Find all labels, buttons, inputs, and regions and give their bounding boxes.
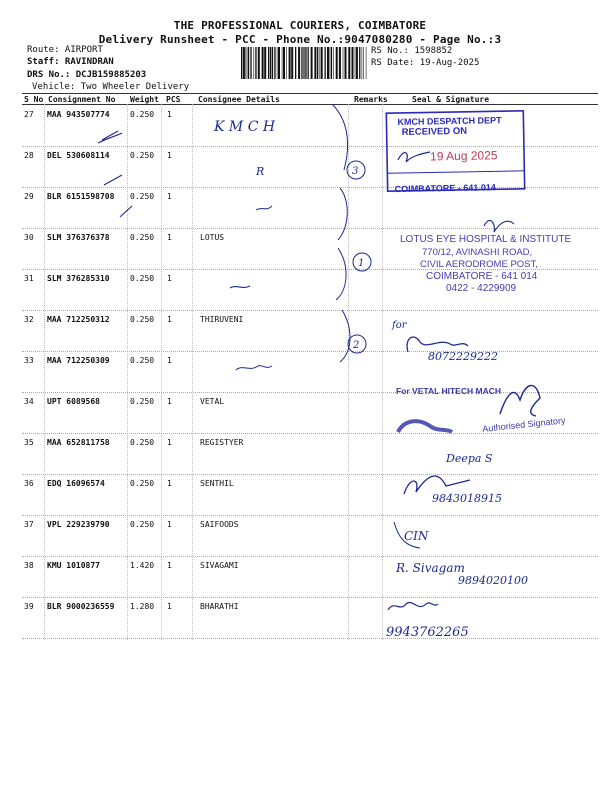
rs-date: RS Date: 19-Aug-2025	[371, 58, 480, 68]
signature-stroke	[484, 220, 514, 232]
handwritten-mark: R	[256, 165, 265, 178]
cell-consignment: DEL 530608114	[47, 151, 110, 160]
handwritten-note: CIN	[404, 529, 429, 543]
handwritten-mark	[230, 286, 250, 288]
handwritten-phone: 9943762265	[386, 625, 469, 640]
cell-pcs: 1	[167, 561, 172, 570]
cell-weight: 1.420	[130, 561, 155, 570]
cell-sno: 28	[24, 151, 34, 160]
runsheet-subtitle: Delivery Runsheet - PCC - Phone No.:9047080280 - Page No.:3	[98, 33, 502, 46]
col-header-sno: S No	[24, 95, 44, 104]
route-label: Route: AIRPORT	[27, 45, 103, 55]
cell-consignment: MAA 712250312	[47, 315, 110, 324]
cell-sno: 27	[24, 110, 34, 119]
handwritten-phone: 9843018915	[432, 492, 502, 505]
rs-number: RS No.: 1598852	[371, 46, 453, 56]
signature-stroke	[500, 385, 540, 416]
cell-sno: 32	[24, 315, 34, 324]
vehicle-label: Vehicle: Two Wheeler Delivery	[32, 82, 190, 92]
lotus-address-1: 770/12, AVINASHI ROAD,	[422, 247, 533, 258]
cell-consignment: BLR 6151598708	[47, 192, 115, 201]
cell-consignment: MAA 712250309	[47, 356, 110, 365]
cell-consignment: SLM 376285310	[47, 274, 110, 283]
cell-consignee: SIVAGAMI	[200, 561, 239, 570]
handwritten-mark	[236, 366, 272, 370]
cell-weight: 0.250	[130, 233, 155, 242]
handwritten-phone: 8072229222	[428, 350, 498, 363]
cell-pcs: 1	[167, 192, 172, 201]
col-header-signature: Seal & Signature	[412, 95, 490, 104]
cell-sno: 39	[24, 602, 34, 611]
cell-consignment: MAA 943507774	[47, 110, 110, 119]
cell-consignee: REGISTYER	[200, 438, 244, 447]
lotus-name: LOTUS EYE HOSPITAL & INSTITUTE	[400, 234, 572, 245]
tick-mark	[104, 175, 132, 217]
bracket-stroke	[340, 310, 350, 362]
lotus-address-2: CIVIL AERODROME POST,	[420, 259, 538, 270]
cell-consignee: VETAL	[200, 397, 225, 406]
cell-pcs: 1	[167, 438, 172, 447]
cell-pcs: 1	[167, 479, 172, 488]
staff-label: Staff: RAVINDRAN	[27, 57, 114, 67]
remark-number: 1	[358, 258, 365, 269]
col-header-consignment: Consignment No	[48, 95, 116, 104]
cell-sno: 36	[24, 479, 34, 488]
cell-weight: 0.250	[130, 438, 155, 447]
cell-consignee: SAIFOODS	[200, 520, 239, 529]
cell-consignment: UPT 6089568	[47, 397, 100, 406]
cell-consignment: SLM 376376378	[47, 233, 110, 242]
cell-weight: 0.250	[130, 520, 155, 529]
cell-pcs: 1	[167, 397, 172, 406]
handwritten-for: for	[392, 320, 407, 331]
cell-consignment: MAA 652811758	[47, 438, 110, 447]
cell-weight: 0.250	[130, 356, 155, 365]
remark-number: 3	[352, 166, 359, 177]
bracket-stroke	[332, 104, 348, 170]
cell-weight: 0.250	[130, 151, 155, 160]
cell-sno: 29	[24, 192, 34, 201]
handwriting-kmch: K M C H	[214, 119, 276, 135]
cell-sno: 35	[24, 438, 34, 447]
lotus-eye-hospital-stamp	[400, 234, 571, 294]
col-header-weight: Weight	[130, 95, 159, 104]
lotus-city: COIMBATORE - 641 014	[426, 271, 538, 282]
tick-mark	[98, 131, 122, 143]
signature-stroke	[388, 602, 438, 610]
handwritten-mark	[256, 206, 272, 210]
cell-weight: 0.250	[130, 397, 155, 406]
cell-weight: 0.250	[130, 274, 155, 283]
cell-pcs: 1	[167, 602, 172, 611]
remark-number: 2	[353, 340, 360, 351]
cell-weight: 1.280	[130, 602, 155, 611]
cell-pcs: 1	[167, 520, 172, 529]
stamp-date: 19 Aug 2025	[429, 148, 498, 164]
cell-weight: 0.250	[130, 315, 155, 324]
kmch-received-stamp	[386, 111, 524, 194]
cell-pcs: 1	[167, 110, 172, 119]
cell-pcs: 1	[167, 315, 172, 324]
cell-consignment: BLR 9000236559	[47, 602, 115, 611]
cell-sno: 31	[24, 274, 34, 283]
cell-sno: 30	[24, 233, 34, 242]
cell-pcs: 1	[167, 151, 172, 160]
handwritten-phone: 9894020100	[458, 574, 528, 587]
stamp-stroke	[398, 421, 452, 432]
col-header-pcs: PCS	[166, 95, 181, 104]
cell-pcs: 1	[167, 274, 172, 283]
cell-sno: 33	[24, 356, 34, 365]
vetal-name: For VETAL HITECH MACH	[396, 386, 501, 396]
cell-pcs: 1	[167, 233, 172, 242]
cell-consignment: KMU 1010877	[47, 561, 100, 570]
cell-weight: 0.250	[130, 192, 155, 201]
handwritten-name: Deepa S	[446, 452, 493, 465]
company-title: THE PROFESSIONAL COURIERS, COIMBATORE	[173, 19, 427, 32]
cell-weight: 0.250	[130, 479, 155, 488]
cell-pcs: 1	[167, 356, 172, 365]
vetal-authorised: Authorised Signatory	[481, 415, 566, 434]
cell-consignment: VPL 229239790	[47, 520, 110, 529]
cell-consignment: EDQ 16096574	[47, 479, 105, 488]
cell-weight: 0.250	[130, 110, 155, 119]
cell-sno: 37	[24, 520, 34, 529]
handwritten-name: R. Sivagam	[396, 561, 465, 575]
cell-consignee: BHARATHI	[200, 602, 239, 611]
cell-sno: 38	[24, 561, 34, 570]
signature-stroke	[398, 152, 430, 162]
cell-consignee: LOTUS	[200, 233, 225, 242]
stamp-dept: KMCH DESPATCH DEPT	[397, 115, 502, 128]
vetal-company-stamp	[396, 386, 566, 434]
cell-sno: 34	[24, 397, 34, 406]
drs-number: DRS No.: DCJB159885203	[27, 70, 147, 80]
bracket-stroke	[336, 248, 346, 300]
lotus-phone: 0422 - 4229909	[446, 283, 517, 294]
col-header-consignee: Consignee Details	[198, 95, 280, 104]
cell-consignee: SENTHIL	[200, 479, 234, 488]
cell-consignee: THIRUVENI	[200, 315, 244, 324]
stamp-received: RECEIVED ON	[401, 125, 468, 138]
col-header-remarks: Remarks	[354, 95, 388, 104]
bracket-stroke	[338, 188, 347, 240]
stamp-city: COIMBATORE - 641 014	[394, 182, 496, 195]
